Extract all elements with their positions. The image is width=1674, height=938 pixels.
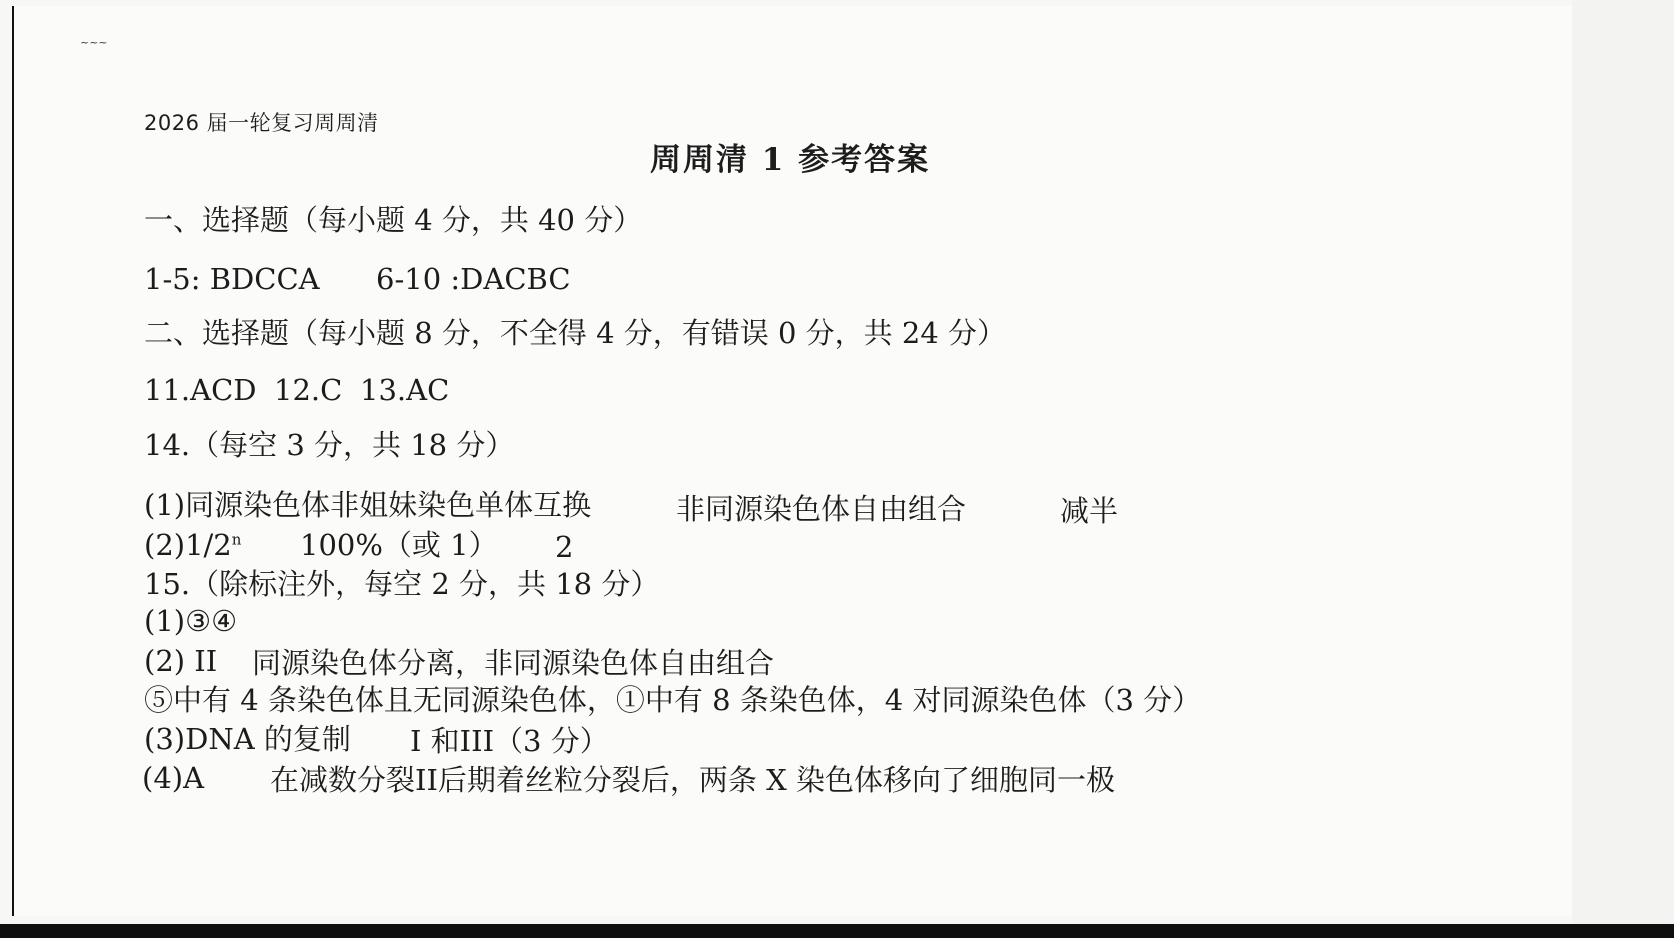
answers-6-10: 6-10 :DACBC xyxy=(376,262,571,296)
document-title: 周周清 1 参考答案 xyxy=(650,142,931,178)
q14-part1-answer-b: 非同源染色体自由组合 xyxy=(676,492,967,526)
q14-part2-fraction: (2)1/2 xyxy=(144,528,232,562)
q15-part1-answer: (1)③④ xyxy=(144,604,238,638)
background-edge xyxy=(1572,0,1674,938)
answer-12: 12.C xyxy=(274,373,343,407)
corner-mark: ~~~ xyxy=(80,36,108,49)
q15-part4-answer-a: (4)A xyxy=(142,761,205,795)
section1-heading: 一、选择题（每小题 4 分，共 40 分） xyxy=(144,203,643,237)
q15-part3-answer-b: I 和III（3 分） xyxy=(410,724,609,758)
q15-heading: 15.（除标注外，每空 2 分，共 18 分） xyxy=(144,567,660,601)
q15-part4-answer-b: 在减数分裂II后期着丝粒分裂后，两条 X 染色体移向了细胞同一极 xyxy=(270,763,1115,797)
q15-part2-answer-a: (2) II xyxy=(144,644,218,678)
q15-part3-answer-a: (3)DNA 的复制 xyxy=(144,722,351,756)
q14-part2-exponent: n xyxy=(231,530,242,549)
q15-part2-answer-b: 同源染色体分离，非同源染色体自由组合 xyxy=(252,646,775,680)
q14-part1-answer-a: (1)同源染色体非姐妹染色单体互换 xyxy=(144,488,592,522)
q14-part1-answer-c: 减半 xyxy=(1060,494,1119,528)
answer-13: 13.AC xyxy=(360,373,450,407)
q14-heading: 14.（每空 3 分，共 18 分） xyxy=(144,428,515,462)
paper-bottom-shadow xyxy=(0,924,1674,938)
document-header: 2026 届一轮复习周周清 xyxy=(144,111,379,135)
section2-heading: 二、选择题（每小题 8 分，不全得 4 分，有错误 0 分，共 24 分） xyxy=(144,316,1007,350)
q15-part2-answer-c: ⑤中有 4 条染色体且无同源染色体，①中有 8 条染色体，4 对同源染色体（3 分） xyxy=(144,683,1202,717)
q14-part2-answer-a xyxy=(144,528,242,562)
answers-1-5: 1-5: BDCCA xyxy=(144,262,320,296)
q14-part2-answer-c: 2 xyxy=(555,530,574,564)
answer-11: 11.ACD xyxy=(144,373,257,407)
q14-part2-answer-b: 100%（或 1） xyxy=(300,528,498,562)
